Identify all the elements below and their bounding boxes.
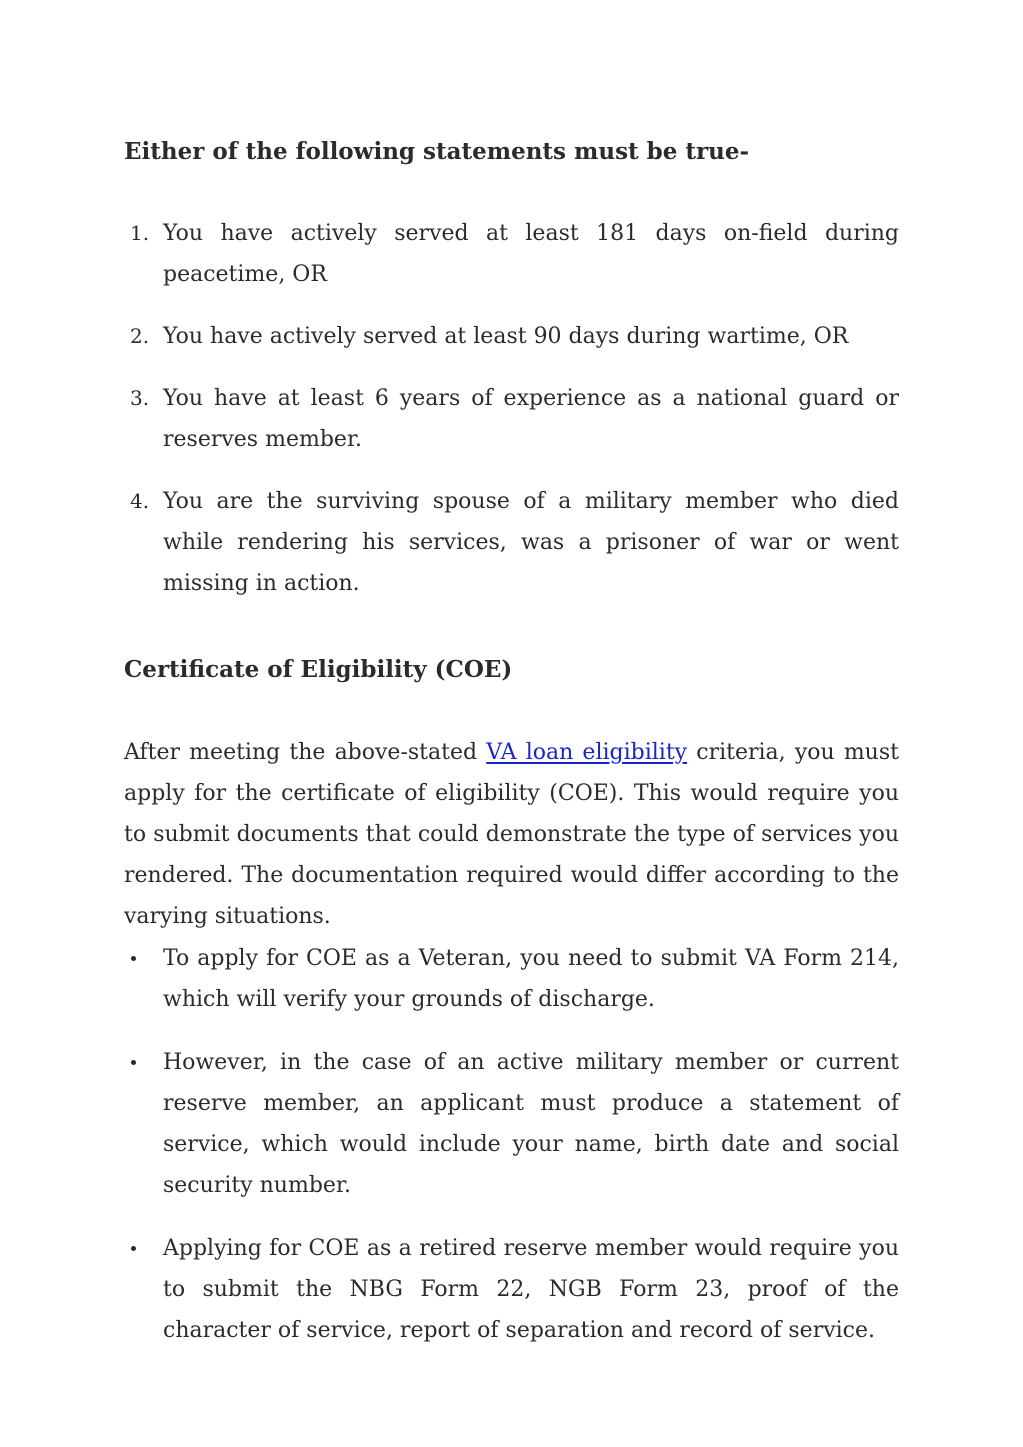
list-item-text: Applying for COE as a retired reserve member would require you to submit the NBG Form 22, NGB Form 23, proof of the character of service, report of separation and record of service. — [163, 1236, 899, 1343]
list-number: 4. — [130, 489, 150, 513]
paragraph-text: criteria, you must apply for the certificate of eligibility (COE). This would require you to submit documents that could demonstrate the type of services you rendered. The documentation required would differ according to the varying situations. — [124, 740, 899, 929]
coe-heading: Certificate of Eligibility (COE) — [124, 656, 513, 683]
paragraph-text: After meeting the above-stated — [124, 740, 487, 765]
coe-requirements-list — [124, 938, 899, 1351]
bullet-icon — [131, 1060, 136, 1065]
list-item — [124, 213, 899, 295]
bullet-icon — [131, 956, 136, 961]
list-item — [124, 1042, 899, 1206]
list-number: 1. — [130, 221, 150, 245]
list-item — [124, 1228, 899, 1351]
va-loan-eligibility-link[interactable]: VA loan eligibility — [486, 740, 688, 765]
list-number: 3. — [130, 386, 150, 410]
list-item-text: However, in the case of an active military member or current reserve member, an applicant must produce a statement of service, which would include your name, birth date and social security number. — [163, 1050, 899, 1198]
list-item-text: You are the surviving spouse of a military member who died while rendering his services, was a prisoner of war or went missing in action. — [163, 489, 899, 596]
list-item — [124, 938, 899, 1020]
eligibility-heading: Either of the following statements must be true- — [124, 138, 750, 165]
list-number: 2. — [130, 324, 150, 348]
list-item-text: To apply for COE as a Veteran, you need to submit VA Form 214, which will verify your grounds of discharge. — [163, 946, 899, 1012]
list-item — [124, 316, 899, 357]
list-item — [124, 378, 899, 460]
eligibility-criteria-list — [124, 213, 899, 604]
list-item — [124, 481, 899, 604]
coe-paragraph — [124, 732, 899, 937]
list-item-text: You have actively served at least 90 days during wartime, OR — [163, 324, 849, 349]
list-item-text: You have at least 6 years of experience as a national guard or reserves member. — [163, 386, 899, 452]
bullet-icon — [131, 1246, 136, 1251]
list-item-text: You have actively served at least 181 days on-field during peacetime, OR — [163, 221, 899, 287]
